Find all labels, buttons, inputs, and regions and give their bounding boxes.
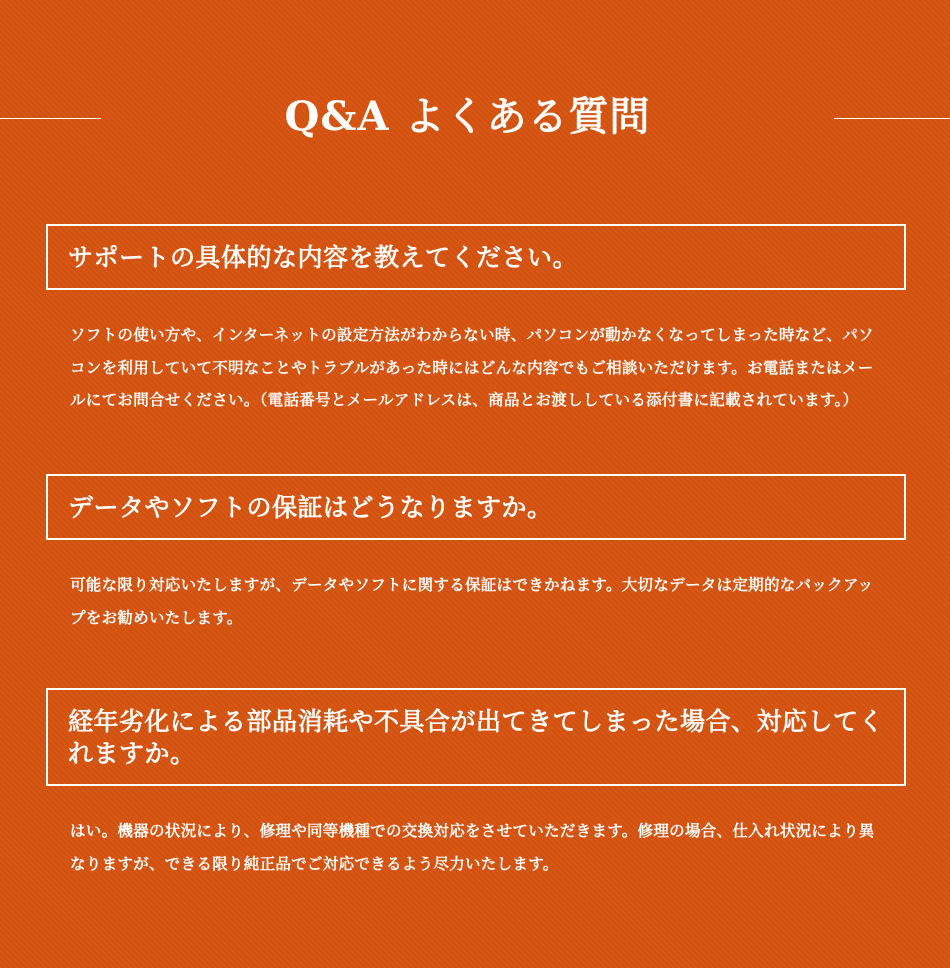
faq-item xyxy=(46,474,906,688)
header-divider-right xyxy=(834,118,950,119)
faq-answer: ソフトの使い方や、インターネットの設定方法がわからない時、パソコンが動かなくなってしまった時など、パソコンを利用していて不明なことやトラブルがあった時にはどんな内容でもご相談いただけます。お電話またはメールにてお問合せください。（電話番号とメールアドレスは、商品とお渡ししている添付書に記載されています。） xyxy=(70,325,874,409)
faq-section-header xyxy=(0,84,950,150)
faq-question: 経年劣化による部品消耗や不具合が出てきてしまった場合、対応してくれますか。 xyxy=(46,688,906,786)
faq-answer: はい。機器の状況により、修理や同等機種での交換対応をさせていただきます。修理の場合、仕入れ状況により異なりますが、できる限り純正品でご対応できるよう尽力いたします。 xyxy=(70,821,875,873)
faq-answer: 可能な限り対応いたしますが、データやソフトに関する保証はできかねます。大切なデータは定期的なバックアップをお勧めいたします。 xyxy=(70,575,874,627)
faq-list xyxy=(46,224,906,880)
faq-item xyxy=(46,224,906,474)
faq-question: サポートの具体的な内容を教えてください。 xyxy=(46,224,906,290)
page-title: Q&A よくある質問 xyxy=(284,93,651,140)
header-divider-left xyxy=(0,118,101,119)
faq-item xyxy=(46,688,906,880)
faq-question: データやソフトの保証はどうなりますか。 xyxy=(46,474,906,540)
